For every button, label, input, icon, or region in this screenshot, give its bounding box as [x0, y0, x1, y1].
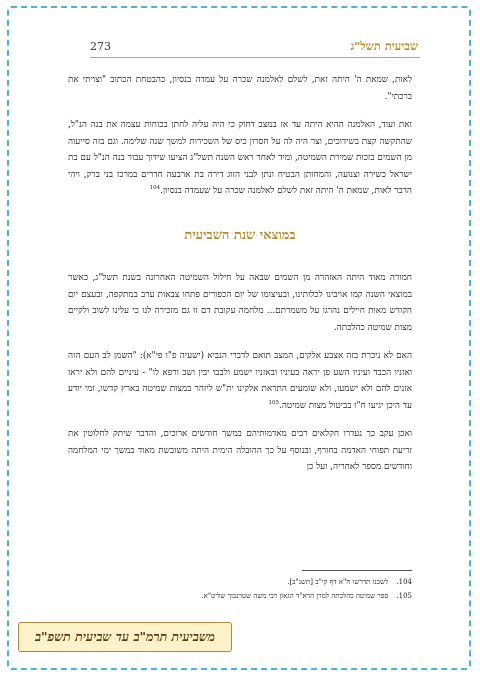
footnote	[68, 589, 412, 603]
paragraph-text: האם לא ניכרת בזה אצבע אלקים, המצב תואם לדברי הנביא (ישעיה פ"ו פי"א): "השמן לב העם הזה ואזניו הכבד ועיניו השע פן יראה בעיניו ובאזניו ישמע ולבבו יבין ושב ורפא לו" - עיניים להם ולא יראו אזנים להם ולא ישמעו, ולא שומעים התראת אלקינו ית"ש ליזהר במצות שמיטה בארץ קדשו, ומי יודע עד היכן יגיעו ח"ו בביטול מצות שמיטה.	[68, 351, 412, 411]
paragraph	[68, 426, 412, 476]
paragraph-text: חמורה מאוד היתה האזהרה מן השמים שבאה על חילול השמיטה האחרונה בשנת תשל"ג, כאשר במוצאי השנה קמו אויבינו לכלותינו, ובעיצומו של יום הכפורים פתחו צבאות ערב במתקפה, ובעצם יום הקודש מאות חיילים נהרגו על משמרתם... מלחמה עקובת דם זו גם מזכירה לנו כי עלינו לשוב ולקיים מצות שמיטה כהלכתה.	[68, 273, 412, 333]
footnote-ref[interactable]: 104	[149, 185, 161, 192]
main-content	[68, 72, 412, 488]
footnote-divider	[302, 570, 412, 571]
footnote	[68, 575, 412, 589]
section-heading: במוצאי שנת השביעית	[184, 227, 296, 243]
header-rule	[90, 57, 420, 58]
paragraph-text: ואכן עקב כך נעדרו חקלאים רבים מאדמותיהם במשך חודשים ארוכים, והדבר שיתק לחלוטין את זריעת תפוחי האדמה בחורף, ובנוסף על כך ההובלה הימית היתה משובשת מאוד במשך ימי המלחמה וחודשים מספר לאחריה, ועל כן	[68, 429, 412, 472]
running-title: שביעית תשל"ג	[350, 39, 418, 53]
footnote-text: לשכנו תדרשו ח"א דף קי"ב [תשנ"ב].	[287, 578, 389, 586]
page-number: 273	[90, 40, 111, 53]
paragraph	[68, 72, 412, 105]
paragraph-text: לאות, שמאת ה' היתה זאת, לשלם לאלמנה שכרה על עמדה בנסיון, כהבטחת הכתוב "וצויתי את ברכתי".	[68, 75, 412, 102]
paragraph	[68, 270, 412, 336]
footer-banner: משביעית תרמ"ב עד שביעית תשפ"ב	[18, 622, 232, 652]
footnote-ref[interactable]: 105	[268, 399, 280, 406]
footnotes	[68, 570, 412, 603]
paragraph-text: זאת ועוד, האלמנה ההיא היתה עד אז במצב דחוק כי היה עליה לחתן בכוחות עצמה את בנה הנ"ל, שהתקשה קצת בשידוכים, וצר היה לה על חסרון כיס של השכירות למשך שנה שלימה. וגם בזה סייעוה מן השמים בזכות שמירת השמיטה, ומיד לאחר ראש השנה תשל"ג הציעו שידוך עבור בנה הנ"ל עם בת ישראל כשירה וצנועה, והמחותן הבטיח ונתן לבני הזוג דירה בת ארבעה חדרים במרכז בני ברק, ויהי הדבר לאות, שמאת ה' היתה זאת לשלם לאלמנה שכרה על שעמדה בנסיון.	[68, 120, 412, 196]
footnote-number: 104.	[396, 578, 412, 586]
footnote-number: 105.	[396, 592, 412, 600]
paragraph	[68, 117, 412, 200]
paragraph	[68, 348, 412, 414]
footnote-text: ספר שמיטה כהלכתה למרן הרא"ד הגאון רבי משה שטרנבוך שליט"א.	[201, 592, 389, 600]
